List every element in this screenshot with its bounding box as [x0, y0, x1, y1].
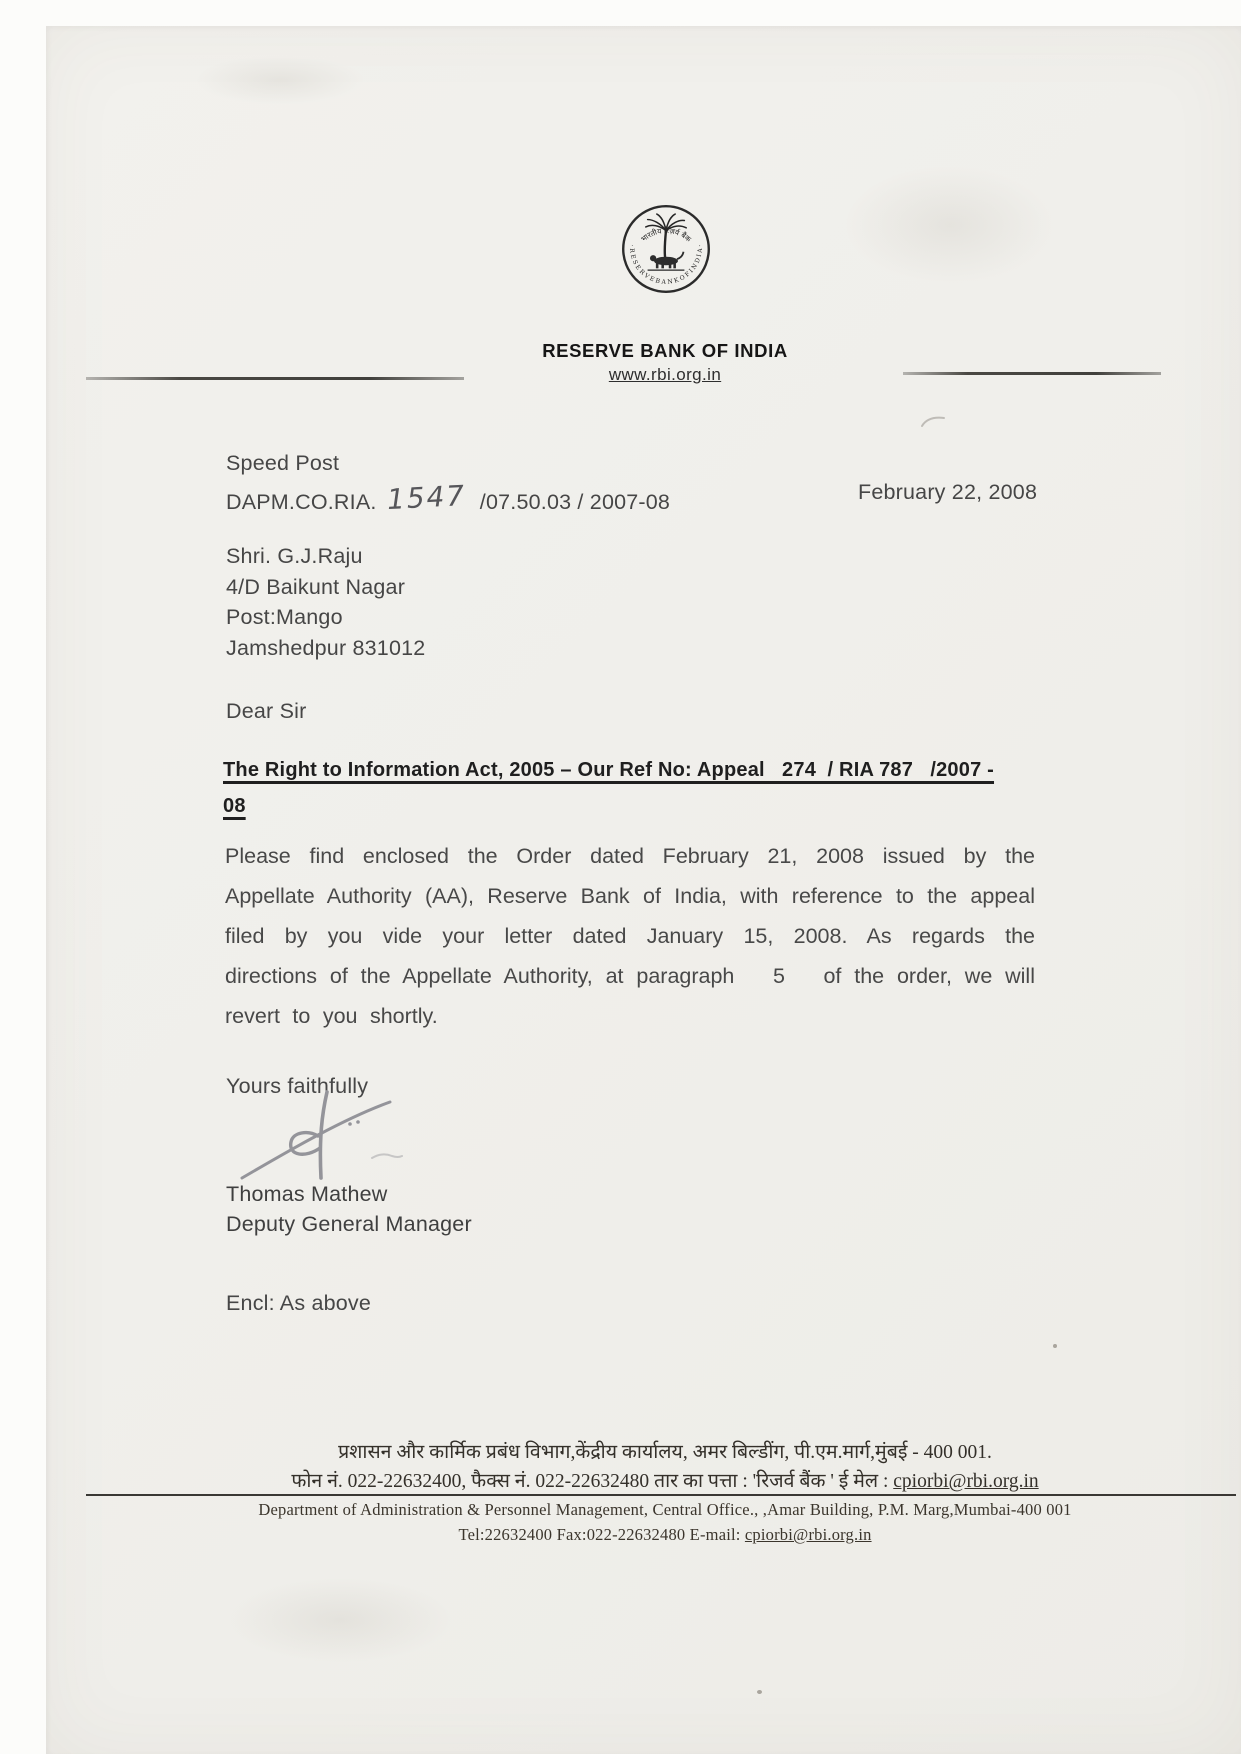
rbi-seal-logo: [620, 203, 712, 295]
reference-suffix: /07.50.03 / 2007-08: [479, 490, 671, 514]
footer-hindi-contact-text: फोन नं. 022-22632400, फैक्स नं. 022-22632480 तार का पत्ता : 'रिजर्व बैंक ' ई मेल :: [291, 1471, 894, 1492]
scan-speck: [757, 1690, 762, 1694]
footer-english-email: cpiorbi@rbi.org.in: [744, 1525, 872, 1544]
recipient-address-line: Post:Mango: [226, 605, 343, 629]
footer-divider-rule: [86, 1494, 1236, 1496]
footer-hindi-contact: [86, 1466, 1241, 1493]
seal-hindi-arc-text: भारतीय रिज़र्व बैंक: [639, 226, 693, 244]
handwritten-signature: [222, 1086, 407, 1191]
dispatch-mode-label: Speed Post: [226, 451, 340, 475]
footer-hindi-email: cpiorbi@rbi.org.in: [893, 1471, 1039, 1492]
handwritten-reference-number: 1547: [385, 478, 467, 517]
bank-website-url: www.rbi.org.in: [608, 365, 722, 384]
reference-line: [226, 478, 671, 517]
seal-english-arc-text: · R E S E R V E B A N K O F I N D I A ·: [628, 244, 704, 286]
valediction: Yours faithfully: [226, 1074, 369, 1098]
reference-prefix: DAPM.CO.RIA.: [226, 490, 377, 514]
footer-english-address: Department of Administration & Personnel Management, Central Office., ,Amar Building, P.M. Marg,Mumbai-400 001: [258, 1500, 1072, 1519]
footer-english-contact: [86, 1525, 1241, 1545]
subject-line-1: The Right to Information Act, 2005 – Our Ref No: Appeal 274 / RIA 787 /2007 -: [223, 759, 995, 781]
recipient-name: Shri. G.J.Raju: [226, 544, 363, 568]
subject-line-2: 08: [223, 795, 246, 817]
signatory-title: Deputy General Manager: [226, 1212, 472, 1236]
recipient-address-line: Jamshedpur 831012: [226, 635, 426, 660]
letterhead-rule-left: [86, 377, 464, 380]
pencil-mark: [918, 412, 948, 430]
recipient-address-line: 4/D Baikunt Nagar: [226, 574, 406, 599]
enclosure-note: Encl: As above: [226, 1291, 372, 1315]
footer-english-contact-text: Tel:22632400 Fax:022-22632480 E-mail:: [458, 1525, 745, 1544]
body-paragraph: Please find enclosed the Order dated February 21, 2008 issued by the Appellate Authority (AA), Reserve Bank of India, with reference to the appeal filed by you vide your letter dated January 15, 2008. As regards the directions of the Appellate Authority, at paragraph 5 of the order, we will revert to you shortly.: [225, 844, 1035, 1028]
signatory-name: Thomas Mathew: [226, 1182, 388, 1206]
letterhead-rule-right: [903, 372, 1161, 375]
scan-speck: [1053, 1344, 1057, 1348]
bank-name-heading: RESERVE BANK OF INDIA: [542, 340, 788, 361]
salutation: Dear Sir: [226, 699, 307, 723]
recipient-address-block: [226, 541, 425, 663]
tiger-icon: [650, 252, 683, 269]
letter-date: February 22, 2008: [858, 480, 1038, 504]
subject-line: [223, 752, 1043, 824]
footer-hindi-address: प्रशासन और कार्मिक प्रबंध विभाग,केंद्रीय कार्यालय, अमर बिल्डींग, पी.एम.मार्ग,मुंबई - 400 001.: [338, 1442, 992, 1463]
